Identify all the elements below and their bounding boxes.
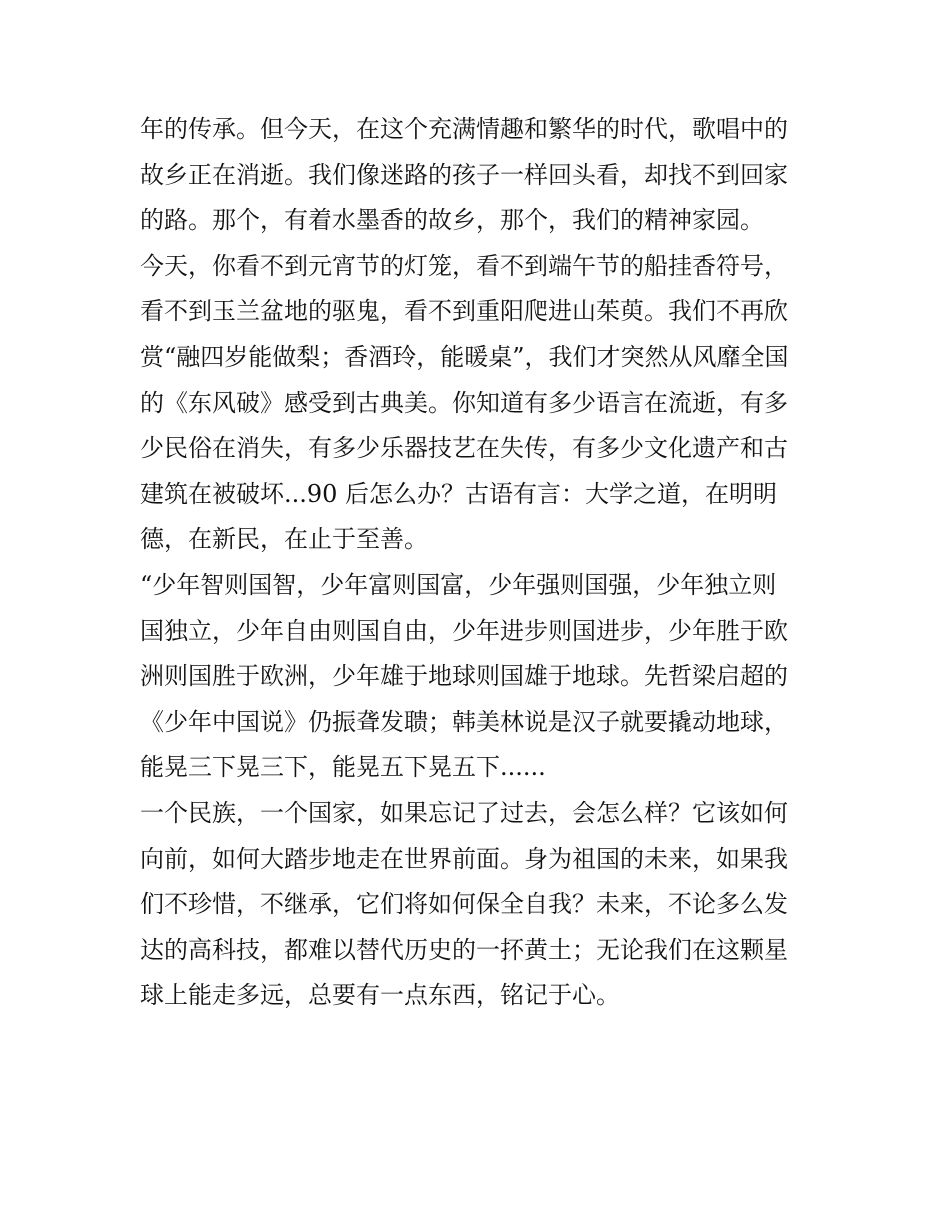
text-line: 的《东风破》感受到古典美。你知道有多少语言在流逝，有多 — [140, 388, 788, 417]
body-text — [140, 107, 820, 1019]
text-line: 少民俗在消失，有多少乐器技艺在失传，有多少文化遗产和古 — [140, 434, 788, 463]
text-line: 的路。那个，有着水墨香的故乡，那个，我们的精神家园。 — [140, 206, 764, 235]
text-line: 《少年中国说》仍振聋发聩；韩美林说是汉子就要撬动地球， — [140, 707, 788, 736]
text-line: “少年智则国智，少年富则国富，少年强则国强，少年独立则 — [140, 570, 777, 599]
text-line: 今天，你看不到元宵节的灯笼，看不到端午节的船挂香符号， — [140, 251, 788, 280]
text-line: 们不珍惜，不继承，它们将如何保全自我？未来，不论多么发 — [140, 890, 788, 919]
text-line: 洲则国胜于欧洲，少年雄于地球则国雄于地球。先哲梁启超的 — [140, 662, 788, 691]
text-line: 一个民族，一个国家，如果忘记了过去，会怎么样？它该如何 — [140, 798, 788, 827]
text-line: 德，在新民，在止于至善。 — [140, 525, 428, 554]
text-line: 建筑在被破坏...90 后怎么办？古语有言：大学之道，在明明 — [140, 479, 778, 508]
text-line: 国独立，少年自由则国自由，少年进步则国进步，少年胜于欧 — [140, 616, 788, 645]
text-line: 球上能走多远，总要有一点东西，铭记于心。 — [140, 981, 620, 1010]
text-line: 故乡正在消逝。我们像迷路的孩子一样回头看，却找不到回家 — [140, 160, 788, 189]
text-line: 向前，如何大踏步地走在世界前面。身为祖国的未来，如果我 — [140, 844, 788, 873]
text-line: 看不到玉兰盆地的驱鬼，看不到重阳爬进山茱萸。我们不再欣 — [140, 297, 788, 326]
text-line: 能晃三下晃三下，能晃五下晃五下...... — [140, 753, 546, 782]
text-line: 达的高科技，都难以替代历史的一抔黄土；无论我们在这颗星 — [140, 935, 788, 964]
text-line: 年的传承。但今天，在这个充满情趣和繁华的时代，歌唱中的 — [140, 115, 788, 143]
text-line: 赏“融四岁能做梨；香酒玲，能暖桌”，我们才突然从风靡全国 — [140, 342, 789, 371]
